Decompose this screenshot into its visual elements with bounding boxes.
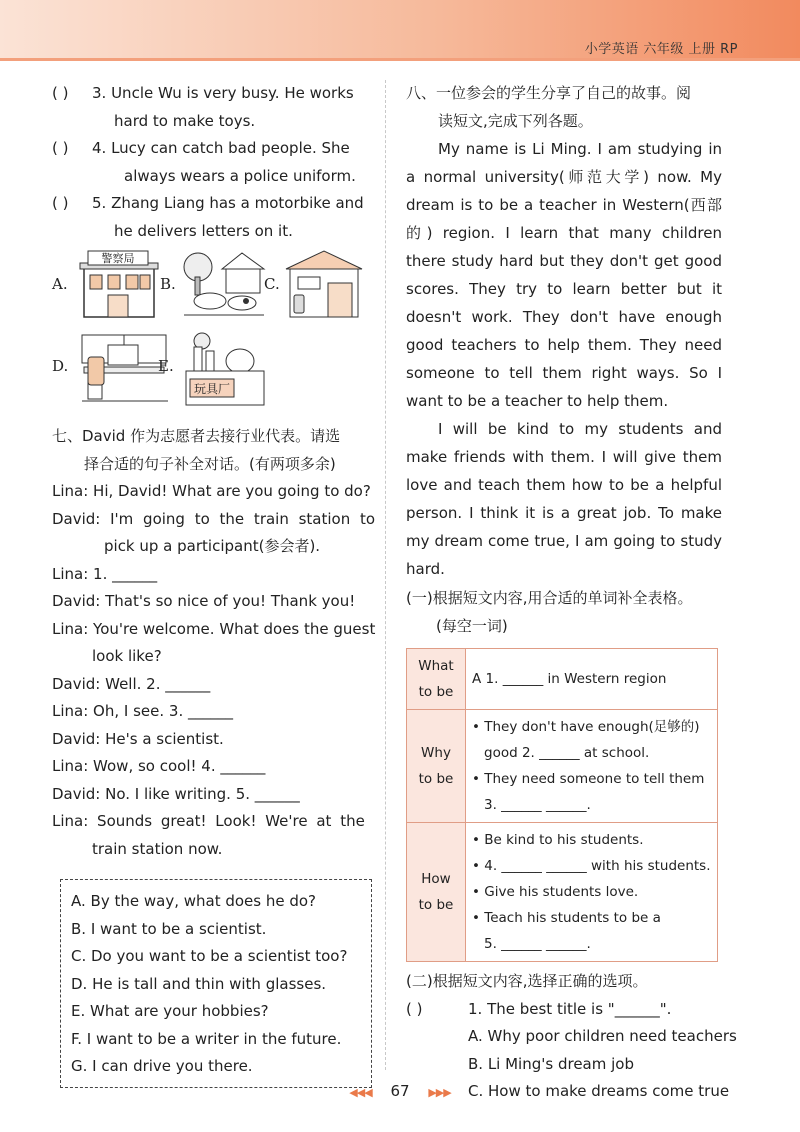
- dialogue-line: pick up a participant(参会者).: [104, 537, 321, 555]
- right-arrows-icon: ▶▶▶: [428, 1086, 451, 1099]
- judge-item: [52, 190, 364, 245]
- dialogue-blank-line[interactable]: David: Well. 2. ______: [52, 674, 211, 693]
- farm-image: [180, 249, 266, 319]
- police-sign: 警察局: [101, 252, 135, 265]
- page-number: 67: [390, 1082, 410, 1100]
- judge-text: 4. Lucy can catch bad people. She: [92, 139, 350, 157]
- dialogue-blank-line[interactable]: Lina: 1. ______: [52, 564, 158, 583]
- dialogue-line: David: He's a scientist.: [52, 729, 224, 748]
- info-table: [406, 648, 718, 962]
- part1-title: (一)根据短文内容,用合适的单词补全表格。: [406, 589, 693, 607]
- part1-note: (每空一词): [436, 616, 508, 635]
- dialogue-line: Lina: You're welcome. What does the guest: [52, 619, 376, 638]
- header-text: 小学英语 六年级 上册 RP: [584, 42, 738, 57]
- table-row-head: How to be: [407, 823, 466, 962]
- page-footer: [0, 1082, 800, 1100]
- section7-title: 七、David 作为志愿者去接行业代表。请选: [52, 427, 341, 445]
- left-arrows-icon: ◀◀◀: [349, 1086, 372, 1099]
- dialogue-line: train station now.: [92, 839, 223, 858]
- judge-text: 5. Zhang Liang has a motorbike and: [92, 194, 364, 212]
- choice-item[interactable]: B. Li Ming's dream job: [468, 1054, 634, 1073]
- dialogue-blank-line[interactable]: David: No. I like writing. 5. ______: [52, 784, 300, 803]
- table-row-head: What to be: [407, 649, 466, 710]
- left-column: [52, 80, 376, 1088]
- judge-text: 3. Uncle Wu is very busy. He works: [92, 84, 354, 102]
- section7-title-cont: 择合适的句子补全对话。(有两项多余): [84, 454, 336, 473]
- column-divider: [385, 80, 387, 1070]
- answer-paren[interactable]: ( ): [406, 999, 423, 1018]
- dialogue-blank-line[interactable]: Lina: Oh, I see. 3. ______: [52, 702, 233, 720]
- table-cell[interactable]: A 1. ______ in Western region: [466, 649, 718, 710]
- table-row-head: Why to be: [407, 710, 466, 823]
- option-item: F. I want to be a writer in the future.: [71, 1029, 342, 1048]
- option-item: D. He is tall and thin with glasses.: [71, 974, 327, 993]
- office-image: [78, 331, 170, 403]
- dialogue-line: David: That's so nice of you! Thank you!: [52, 592, 356, 610]
- section8-title-cont: 读短文,完成下列各题。: [438, 111, 593, 130]
- dialogue-line: look like?: [92, 647, 162, 665]
- picture-label-b: B.: [160, 275, 176, 293]
- passage-paragraph: I will be kind to my students and make friends with them. I will give them love and teach them how to be a helpful person. I think it is a great job. To make my dream come true, I am going to study hard.: [406, 420, 722, 578]
- picture-label-d: D.: [52, 357, 69, 375]
- judge-text-cont: he delivers letters on it.: [114, 221, 293, 240]
- option-item: G. I can drive you there.: [71, 1057, 253, 1075]
- answer-paren[interactable]: ( ): [52, 84, 69, 102]
- table-cell[interactable]: • Be kind to his students. • 4. ______ ______ with his students. • Give his students love. • Teach his students to be a 5. ______ ______.: [466, 823, 718, 962]
- answer-paren[interactable]: ( ): [52, 194, 69, 212]
- option-item: C. Do you want to be a scientist too?: [71, 947, 348, 965]
- passage-paragraph: My name is Li Ming. I am studying in a normal university(师范大学) now. My dream is to be a teacher in Western(西部的) region. I learn that many children there study hard but they don't get good scores. They try to learn better but it doesn't work. They don't have enough good teachers to help them. They need someone to tell them right ways. So I want to be a teacher to help them.: [406, 140, 722, 410]
- choice-item[interactable]: A. Why poor children need teachers: [468, 1027, 737, 1045]
- answer-paren[interactable]: ( ): [52, 139, 69, 157]
- part2-title: (二)根据短文内容,选择正确的选项。: [406, 972, 648, 990]
- right-column: [406, 80, 737, 1106]
- table-row: [407, 710, 718, 823]
- dialogue-line: Lina: Sounds great! Look! We're at the: [52, 812, 365, 830]
- option-item: A. By the way, what does he do?: [71, 892, 317, 910]
- picture-label-e: E.: [158, 357, 174, 375]
- option-item: E. What are your hobbies?: [71, 1002, 269, 1020]
- dialogue-line: Lina: Hi, David! What are you going to do?: [52, 482, 371, 500]
- post-office-image: [284, 249, 364, 319]
- section8-title: 八、一位参会的学生分享了自己的故事。阅: [406, 84, 692, 102]
- judge-text-cont: always wears a police uniform.: [124, 166, 356, 185]
- toy-factory-sign: 玩具厂: [193, 382, 231, 396]
- option-item: B. I want to be a scientist.: [71, 919, 267, 938]
- police-station-image: [78, 249, 160, 319]
- judge-item: [52, 135, 364, 190]
- dialogue-blank-line[interactable]: Lina: Wow, so cool! 4. ______: [52, 757, 266, 775]
- judge-text-cont: hard to make toys.: [114, 111, 256, 130]
- table-row: [407, 823, 718, 962]
- judge-item: [52, 80, 364, 135]
- options-box: [60, 879, 372, 1088]
- table-row: [407, 649, 718, 710]
- picture-label-a: A.: [52, 275, 68, 293]
- header-rule: [0, 58, 800, 61]
- toy-factory-image: [180, 331, 270, 407]
- table-cell[interactable]: • They don't have enough(足够的) good 2. ______ at school. • They need someone to tell them 3. ______ ______.: [466, 710, 718, 823]
- question-text: 1. The best title is "______".: [468, 999, 672, 1018]
- picture-label-c: C.: [264, 275, 280, 293]
- dialogue-line: David: I'm going to the train station to: [52, 509, 376, 528]
- choice-item[interactable]: C. How to make dreams come true: [468, 1082, 730, 1100]
- picture-options: [52, 249, 364, 419]
